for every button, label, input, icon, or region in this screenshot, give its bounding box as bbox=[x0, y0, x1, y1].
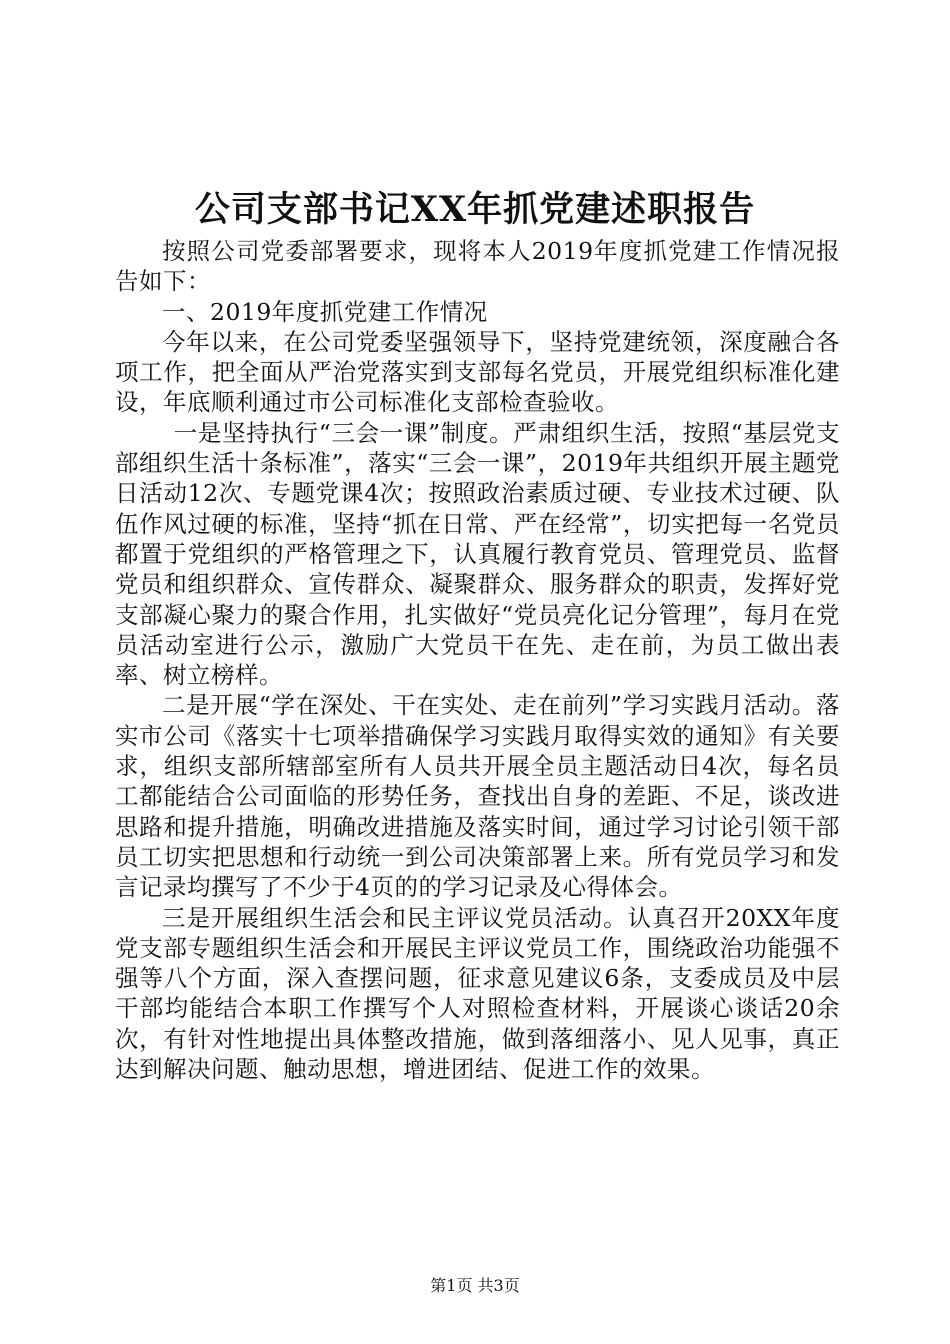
item-two-paragraph: 二是开展“学在深处、干在实处、走在前列”学习实践月活动。落实市公司《落实十七项举措确保学习实践月取得实效的通知》有关要求，组织支部所辖部室所有人员共开展全员主题活动日4次，每名员工都能结合公司面临的形势任务，查找出自身的差距、不足，谈改进思路和提升措施，明确改进措施及落实时间，通过学习讨论引领干部员工切实把思想和行动统一到公司决策部署上来。所有党员学习和发言记录均撰写了不少于4页的的学习记录及心得体会。 bbox=[115, 691, 840, 902]
overview-paragraph: 今年以来，在公司党委坚强领导下，坚持党建统领，深度融合各项工作，把全面从严治党落实到支部每名党员，开展党组织标准化建设，年底顺利通过市公司标准化支部检查验收。 bbox=[115, 327, 840, 417]
intro-paragraph: 按照公司党委部署要求，现将本人2019年度抓党建工作情况报告如下： bbox=[115, 237, 840, 296]
item-three-paragraph: 三是开展组织生活会和民主评议党员活动。认真召开20XX年度党支部专题组织生活会和开展民主评议党员工作，围绕政治功能强不强等八个方面，深入查摆问题，征求意见建议6条，支委成员及中层干部均能结合本职工作撰写个人对照检查材料，开展谈心谈话20余次，有针对性地提出具体整改措施，做到落细落小、见人见事，真正达到解决问题、触动思想，增进团结、促进工作的效果。 bbox=[115, 903, 840, 1084]
item-one-paragraph: 一是坚持执行“三会一课”制度。严肃组织生活，按照“基层党支部组织生活十条标准”，落实“三会一课”，2019年共组织开展主题党日活动12次、专题党课4次；按照政治素质过硬、专业技术过硬、队伍作风过硬的标准，坚持“抓在日常、严在经常”，切实把每一名党员都置于党组织的严格管理之下，认真履行教育党员、管理党员、监督党员和组织群众、宣传群众、凝聚群众、服务群众的职责，发挥好党支部凝心聚力的聚合作用，扎实做好“党员亮化记分管理”，每月在党员活动室进行公示，激励广大党员干在先、走在前，为员工做出表率、树立榜样。 bbox=[115, 418, 840, 690]
section-heading: 一、2019年度抓党建工作情况 bbox=[162, 297, 488, 326]
page-footer: 第1页 共3页 bbox=[430, 1276, 520, 1295]
document-title: 公司支部书记XX年抓党建述职报告 bbox=[194, 189, 756, 230]
document-body bbox=[115, 236, 840, 1084]
